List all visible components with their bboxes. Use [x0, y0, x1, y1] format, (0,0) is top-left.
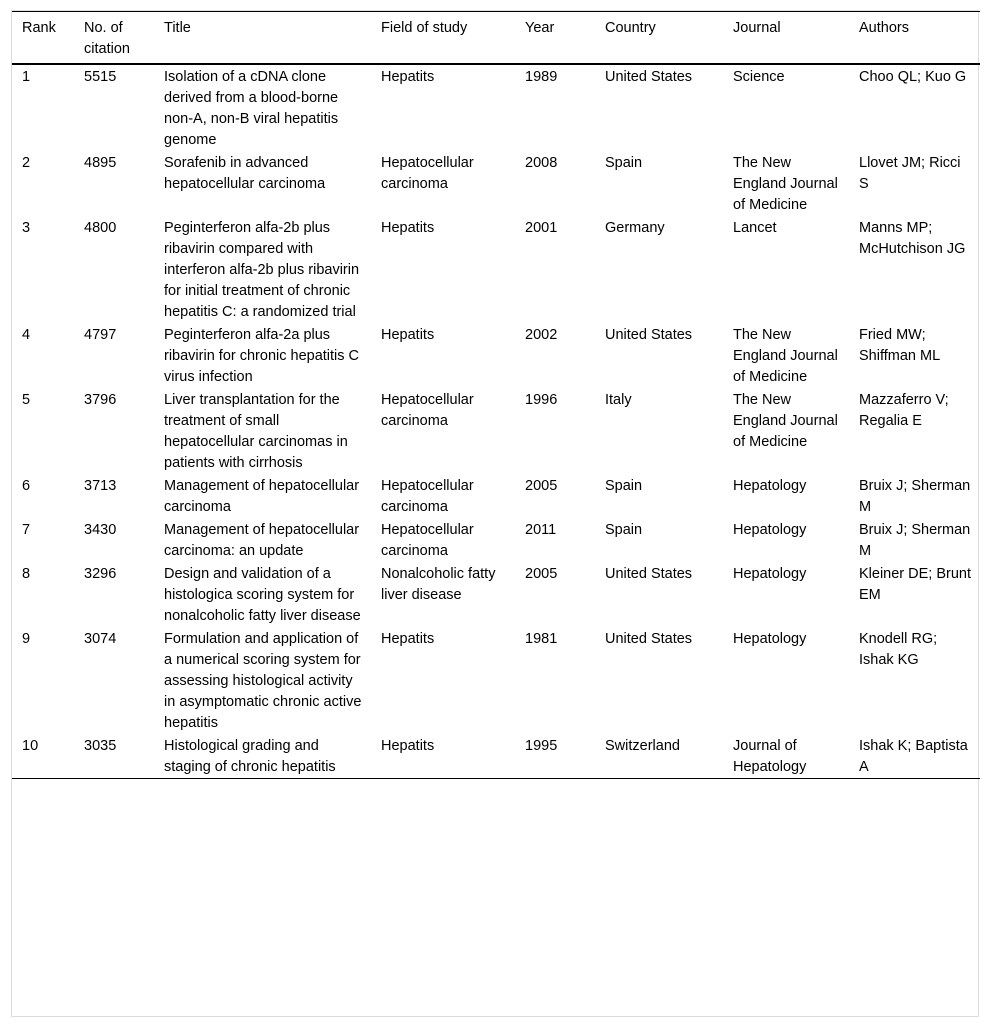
cell-year: 2005 [525, 478, 558, 494]
header-field: Field of study [381, 20, 468, 36]
cell-rank: 6 [22, 478, 31, 494]
header-title: Title [164, 20, 191, 36]
cell-field: Hepatocellular carcinoma [381, 522, 474, 559]
cell-field: Hepatits [381, 220, 435, 236]
cell-rank: 5 [22, 392, 31, 408]
table-row [12, 151, 980, 216]
cell-citations: 4797 [84, 327, 117, 343]
cell-field: Hepatits [381, 738, 435, 754]
cell-year: 2002 [525, 327, 558, 343]
table-row [12, 627, 980, 734]
cell-field: Hepatocellular carcinoma [381, 155, 474, 192]
cell-country: United States [605, 566, 693, 582]
cell-title: Liver transplantation for the treatment of small hepatocellular carcinomas in patients with cirrhosis [164, 392, 348, 471]
cell-citations: 4800 [84, 220, 117, 236]
table-row [12, 518, 980, 562]
cell-journal: Lancet [733, 220, 777, 236]
cell-authors: Ishak K; Baptista A [859, 738, 968, 775]
table-header-row [12, 12, 980, 65]
cell-year: 2001 [525, 220, 558, 236]
cell-country: United States [605, 69, 693, 85]
cell-year: 2008 [525, 155, 558, 171]
cell-authors: Knodell RG; Ishak KG [859, 631, 938, 668]
cell-journal: The New England Journal of Medicine [733, 392, 838, 450]
cell-journal: Hepatology [733, 522, 807, 538]
cell-title: Design and validation of a histologica scoring system for nonalcoholic fatty liver disease [164, 566, 361, 624]
cell-title: Sorafenib in advanced hepatocellular carcinoma [164, 155, 326, 192]
cell-field: Hepatocellular carcinoma [381, 478, 474, 515]
cell-journal: The New England Journal of Medicine [733, 327, 838, 385]
cell-authors: Fried MW; Shiffman ML [859, 327, 941, 364]
cell-rank: 3 [22, 220, 31, 236]
header-year: Year [525, 20, 555, 36]
cell-rank: 9 [22, 631, 31, 647]
cell-country: United States [605, 631, 693, 647]
header-authors: Authors [859, 20, 909, 36]
cell-country: Germany [605, 220, 665, 236]
cell-journal: Hepatology [733, 478, 807, 494]
cell-authors: Mazzaferro V; Regalia E [859, 392, 949, 429]
cell-rank: 4 [22, 327, 31, 343]
header-country: Country [605, 20, 656, 36]
cell-rank: 8 [22, 566, 31, 582]
cell-authors: Bruix J; Sherman M [859, 478, 971, 515]
cell-year: 1995 [525, 738, 558, 754]
cell-rank: 1 [22, 69, 31, 85]
cell-rank: 7 [22, 522, 31, 538]
cell-title: Peginterferon alfa-2b plus ribavirin compared with interferon alfa-2b plus ribavirin for initial treatment of chronic hepatitis C: a randomized trial [164, 220, 360, 320]
table-container [11, 10, 979, 1017]
header-citations: No. of citation [84, 20, 130, 57]
cell-authors: Llovet JM; Ricci S [859, 155, 961, 192]
cell-country: Spain [605, 522, 643, 538]
cell-citations: 3796 [84, 392, 117, 408]
header-rank: Rank [22, 20, 56, 36]
cell-year: 1996 [525, 392, 558, 408]
cell-year: 2011 [525, 522, 557, 538]
table-row [12, 323, 980, 388]
cell-field: Nonalcoholic fatty liver disease [381, 566, 496, 603]
cell-journal: Science [733, 69, 785, 85]
cell-country: United States [605, 327, 693, 343]
cell-authors: Choo QL; Kuo G [859, 69, 967, 85]
table-row [12, 216, 980, 323]
cell-rank: 2 [22, 155, 31, 171]
table-row [12, 562, 980, 627]
cell-citations: 3296 [84, 566, 117, 582]
cell-citations: 3713 [84, 478, 117, 494]
cell-citations: 3430 [84, 522, 117, 538]
cell-country: Switzerland [605, 738, 680, 754]
table-row [12, 388, 980, 474]
cell-year: 2005 [525, 566, 558, 582]
cell-country: Spain [605, 155, 643, 171]
cell-citations: 4895 [84, 155, 117, 171]
table-row [12, 474, 980, 518]
cell-title: Management of hepatocellular carcinoma [164, 478, 360, 515]
cell-journal: Hepatology [733, 566, 807, 582]
cell-title: Formulation and application of a numerical scoring system for assessing histological activity in asymptomatic chronic active hepatitis [164, 631, 362, 731]
citation-table [12, 11, 980, 779]
cell-country: Italy [605, 392, 632, 408]
cell-title: Isolation of a cDNA clone derived from a blood-borne non-A, non-B viral hepatitis genome [164, 69, 339, 148]
cell-citations: 3074 [84, 631, 117, 647]
cell-year: 1981 [525, 631, 558, 647]
cell-year: 1989 [525, 69, 558, 85]
cell-title: Management of hepatocellular carcinoma: an update [164, 522, 360, 559]
cell-journal: Hepatology [733, 631, 807, 647]
cell-citations: 3035 [84, 738, 117, 754]
cell-country: Spain [605, 478, 643, 494]
cell-rank: 10 [22, 738, 39, 754]
cell-journal: The New England Journal of Medicine [733, 155, 838, 213]
cell-citations: 5515 [84, 69, 117, 85]
cell-authors: Kleiner DE; Brunt EM [859, 566, 972, 603]
header-journal: Journal [733, 20, 781, 36]
cell-field: Hepatits [381, 69, 435, 85]
cell-field: Hepatits [381, 327, 435, 343]
cell-field: Hepatocellular carcinoma [381, 392, 474, 429]
table-row [12, 64, 980, 151]
table-row [12, 734, 980, 779]
cell-title: Peginterferon alfa-2a plus ribavirin for chronic hepatitis C virus infection [164, 327, 360, 385]
cell-journal: Journal of Hepatology [733, 738, 807, 775]
cell-field: Hepatits [381, 631, 435, 647]
cell-authors: Manns MP; McHutchison JG [859, 220, 966, 257]
cell-title: Histological grading and staging of chronic hepatitis [164, 738, 336, 775]
cell-authors: Bruix J; Sherman M [859, 522, 971, 559]
